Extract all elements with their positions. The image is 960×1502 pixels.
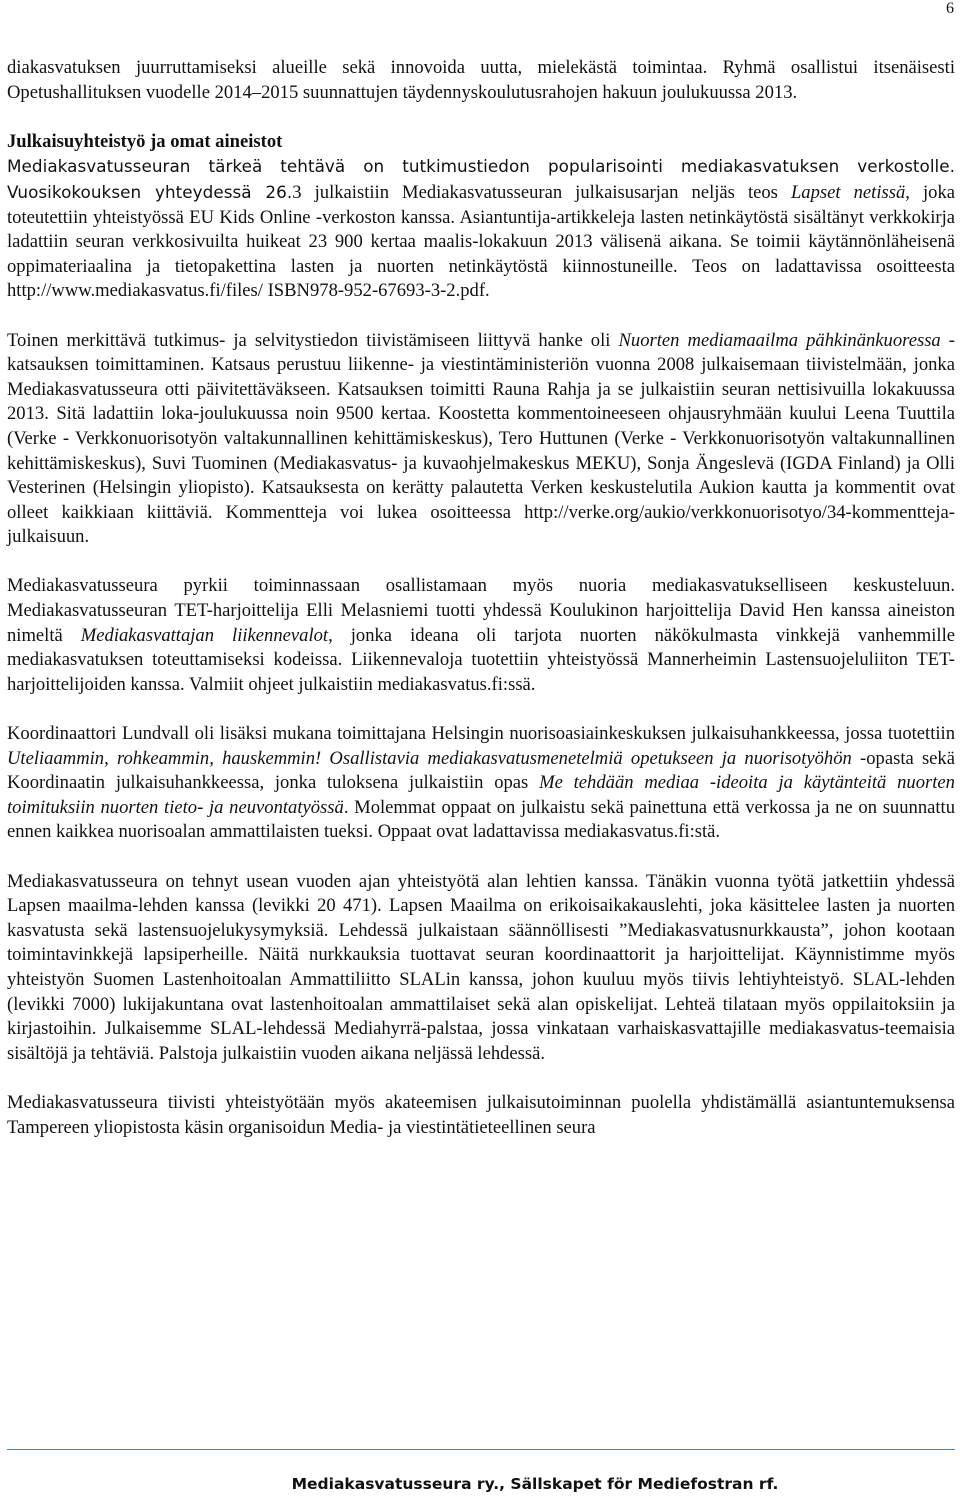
guide-title-uteliaammin: Uteliaammin, rohkeammin, hauskemmin! Osallistavia mediakasvatusmenetelmiä opetukseen ja nuorisotyöhön	[7, 747, 852, 769]
document-body	[7, 56, 955, 1165]
page-footer	[0, 1474, 960, 1494]
paragraph-publication-part-e: Se toimii käytännönläheisenä oppimateriaalina ja tietopakettina lasten ja nuorten netinkäytöstä kiinnostuneille. Teos on ladattavissa osoitteesta	[7, 231, 955, 277]
footer-text: Mediakasvatusseura ry., Sällskapet för Mediefostran rf.	[291, 1475, 779, 1493]
paragraph-nmm-part-b: -katsauksen toimittaminen. Katsaus perustuu liikenne- ja viestintäministeriön vuonna 2008 julkaisemaan tiivistelmään, jonka Mediakasvatusseura otti päivitettäväkseen. Katsauksen toimitti Rauna Rahja ja se julkaistiin seuran nettisivuilla lokakuussa 2013. Sitä ladattiin loka-joulukuussa noin 9500 kertaa. Koostetta kommentoineeseen ohjausryhmään kuului Leena Tuuttila (Verke - Verkkonuorisotyön valtakunnallinen kehittämiskeskus), Tero Huttunen (Verke - Verkkonuorisotyön valtakunnallinen kehittämiskeskus), Suvi Tuominen (Mediakasvatus- ja kuvaohjelmakeskus MEKU), Sonja Ängeslevä (IGDA Finland) ja Olli Vesterinen (Helsingin yliopisto). Katsauksesta on kerätty palautetta Verken keskustelutila Aukion kautta ja kommentit ovat olleet kaikkiaan kiittäviä. Kommentteja voi lukea osoitteessa http://verke.org/aukio/verkkonuorisotyo/34-kommentteja-julkaisuun.	[7, 329, 955, 548]
paragraph-publication-part-d: Asiantuntija-artikkeleja lasten netinkäytöstä sisältänyt verkkokirja ladattiin seuran verkkosivuilta huikeat 23 900 kertaa maalis-lokakuun 2013 välisenä aikana.	[7, 206, 955, 253]
page-number: 6	[946, 0, 954, 17]
paragraph-lv-part-b: , jonka ideana oli tarjota nuorten näkökulmasta vinkkejä vanhemmille mediakasvatuksen toteuttamiseksi kodeissa. Liikennevaloja tuotettiin yhteistyössä Mannerheimin Lastensuojeluliiton TET-harjoittelijoiden kanssa. Valmiit ohjeet julkaistiin mediakasvatus.fi:ssä.	[7, 624, 956, 695]
paragraph-publication-part-c: , joka toteutettiin yhteistyössä EU Kids Online -verkoston kanssa.	[7, 181, 956, 228]
report-title-nuorten-mediamaailma: Nuorten mediamaailma pähkinänkuoressa	[618, 329, 941, 351]
isbn-link[interactable]: http://www.mediakasvatus.fi/files/ ISBN978-952-67693-3-2.pdf.	[7, 280, 490, 302]
paragraph-nmm-part-a: Toinen merkittävä tutkimus- ja selvitystiedon tiivistämiseen liittyvä hanke oli	[7, 329, 619, 351]
paragraph-op-part-a: Koordinaattori Lundvall oli lisäksi mukana toimittajana Helsingin nuorisoasiainkeskuksen julkaisuhankkeessa, jossa tuotettiin	[7, 723, 955, 745]
paragraph-publication-part-a: Mediakasvatusseuran tärkeä tehtävä on tutkimustiedon popularisointi mediakasvatuksen verkostolle. Vuosikokouksen yhteydessä 26.	[7, 156, 955, 202]
paragraph-op-part-b: -opasta sekä Koordinaatin julkaisuhankkeessa, jonka tuloksena julkaistiin opas	[7, 747, 955, 794]
material-title-liikennevalot: Mediakasvattajan liikennevalot	[80, 624, 329, 646]
guide-title-me-tehdaan-mediaa: Me tehdään mediaa -ideoita ja käytänteitä nuorten toimituksiin nuorten tieto- ja neuvontatyössä	[7, 772, 955, 818]
paragraph-liikennevalot	[7, 574, 955, 697]
paragraph-lehtiyhteistyo: Mediakasvatusseura on tehnyt usean vuoden ajan yhteistyötä alan lehtien kanssa. Tänäkin vuonna työtä jatkettiin yhdessä Lapsen maailma-lehden kanssa (levikki 20 471). Lapsen Maailma on erikoisaikakauslehti, joka käsittelee lasten ja nuorten kasvatusta sekä lastensuojelukysymyksiä. Lehdessä julkaistaan säännöllisesti ”Mediakasvatusnurkkausta”, johon kootaan toimintavinkkejä lapsiperheille. Näitä nurkkauksia tuottavat seuran koordinaattorit ja harjoittelijat. Käynnistimme myös yhteistyön Suomen Lastenhoitoalan Ammattiliitto SLALin kanssa, johon kuuluu myös tiivis lehtiyhteistyö. SLAL-lehden (levikki 7000) lukijakuntana ovat lastenhoitoalan ammattilaiset sekä alan opiskelijat. Lehteä tilataan myös oppilaitoksiin ja kirjastoihin. Julkaisemme SLAL-lehdessä Mediahyrrä-palstaa, jossa vinkataan varhaiskasvattajille mediakasvatus-teemaisia sisältöjä ja tehtäviä. Palstoja julkaistiin vuoden aikana neljässä lehdessä.	[7, 870, 955, 1064]
footer-divider	[7, 1449, 955, 1450]
paragraph-intro: diakasvatuksen juurruttamiseksi alueille sekä innovoida uutta, mielekästä toimintaa. Ryhmä osallistui itsenäisesti Opetushallituksen vuodelle 2014–2015 suunnattujen täydennyskoulutusrahojen hakuun joulukuussa 2013.	[7, 57, 955, 103]
paragraph-akateeminen: Mediakasvatusseura tiivisti yhteistyötään myös akateemisen julkaisutoiminnan puolella yhdistämällä asiantuntemuksensa Tampereen yliopistosta käsin organisoidun Media- ja viestintätieteellinen seura	[7, 1091, 955, 1138]
paragraph-oppaat	[7, 722, 955, 845]
section-heading: Julkaisuyhteistyö ja omat aineistot	[7, 130, 283, 152]
paragraph-op-part-c: . Molemmat oppaat on julkaistu sekä painettuna että verkossa ja ne on suunnattu ennen kaikkea nuorisoalan ammattilaisten tueksi. Oppaat ovat ladattavissa mediakasvatus.fi:stä.	[7, 796, 955, 843]
paragraph-lv-part-a: Mediakasvatusseura pyrkii toiminnassaan osallistamaan myös nuoria mediakasvatukselliseen keskusteluun. Mediakasvatusseuran TET-harjoittelija Elli Melasniemi tuotti yhdessä Koulukinon harjoittelija David Hen kanssa aineiston nimeltä	[7, 575, 955, 646]
paragraph-nuorten-mediamaailma	[7, 329, 955, 550]
paragraph-publication-part-b: 3 julkaistiin Mediakasvatusseuran julkaisusarjan neljäs teos	[292, 181, 791, 203]
book-title-lapset-netissa: Lapset netissä	[790, 181, 906, 203]
paragraph-publication	[7, 154, 955, 304]
